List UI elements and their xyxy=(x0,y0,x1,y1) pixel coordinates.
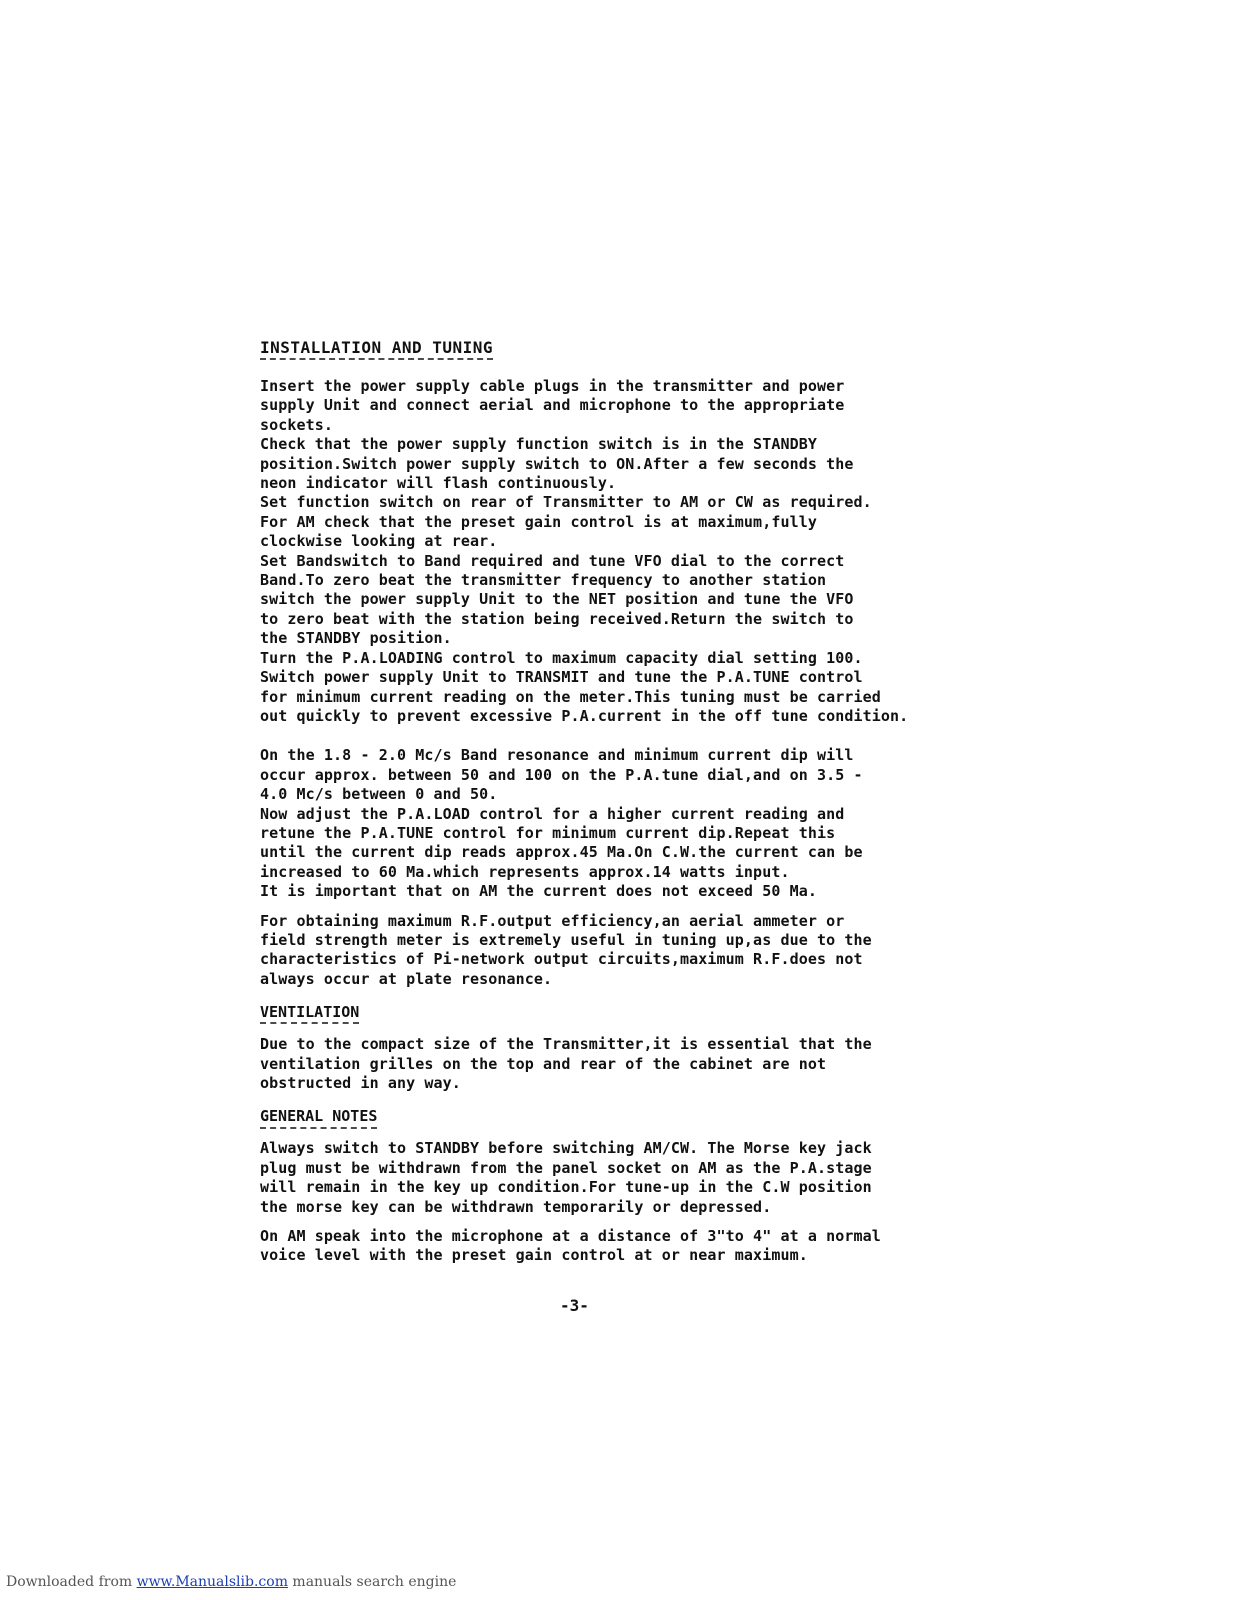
text-line: Switch power supply Unit to TRANSMIT and tune the P.A.TUNE control xyxy=(260,668,863,687)
spacer xyxy=(260,726,1020,746)
paragraph-installation-2 xyxy=(260,746,1020,901)
text-line: neon indicator will flash continuously. xyxy=(260,474,617,493)
text-line: until the current dip reads approx.45 Ma.On C.W.the current can be xyxy=(260,843,863,862)
text-line: supply Unit and connect aerial and microphone to the appropriate xyxy=(260,396,845,415)
text-line: Set function switch on rear of Transmitter to AM or CW as required. xyxy=(260,493,872,512)
text-line: It is important that on AM the current does not exceed 50 Ma. xyxy=(260,882,817,901)
text-line: to zero beat with the station being received.Return the switch to xyxy=(260,609,854,628)
text-line: Check that the power supply function switch is in the STANDBY xyxy=(260,435,817,454)
text-line: 4.0 Mc/s between 0 and 50. xyxy=(260,785,498,804)
text-line: For AM check that the preset gain control is at maximum,fully xyxy=(260,512,817,531)
section-heading-ventilation: VENTILATION xyxy=(260,1003,360,1022)
text-line: clockwise looking at rear. xyxy=(260,532,498,551)
text-line: the morse key can be withdrawn temporarily or depressed. xyxy=(260,1197,772,1216)
text-line: will remain in the key up condition.For tune-up in the C.W position xyxy=(260,1178,872,1197)
paragraph-general-notes-1 xyxy=(260,1139,1020,1217)
text-line: always occur at plate resonance. xyxy=(260,969,553,988)
text-line: occur approx. between 50 and 100 on the P.A.tune dial,and on 3.5 - xyxy=(260,765,863,784)
text-line: obstructed in any way. xyxy=(260,1074,461,1092)
text-line: field strength meter is extremely useful in tuning up,as due to the xyxy=(260,930,872,949)
footer-suffix: manuals search engine xyxy=(287,1574,457,1590)
text-line: position.Switch power supply switch to ON.After a few seconds the xyxy=(260,454,854,473)
text-line: For obtaining maximum R.F.output efficiency,an aerial ammeter or xyxy=(260,911,845,930)
text-line: On the 1.8 - 2.0 Mc/s Band resonance and minimum current dip will xyxy=(260,746,854,765)
text-line: plug must be withdrawn from the panel socket on AM as the P.A.stage xyxy=(260,1158,872,1177)
text-line: characteristics of Pi-network output circuits,maximum R.F.does not xyxy=(260,950,863,969)
page-number: -3- xyxy=(560,1296,589,1315)
paragraph-general-notes-2 xyxy=(260,1227,1020,1266)
footer-prefix: Downloaded from xyxy=(6,1574,137,1590)
download-footer xyxy=(6,1574,456,1590)
text-line: Turn the P.A.LOADING control to maximum capacity dial setting 100. xyxy=(260,648,863,667)
text-line: increased to 60 Ma.which represents approx.14 watts input. xyxy=(260,862,790,881)
text-line: the STANDBY position. xyxy=(260,629,452,648)
document-body xyxy=(260,338,1020,1266)
text-line: On AM speak into the microphone at a distance of 3"to 4" at a normal xyxy=(260,1227,881,1246)
paragraph-ventilation xyxy=(260,1035,1020,1093)
text-line: voice level with the preset gain control at or near maximum. xyxy=(260,1246,808,1265)
text-line: Now adjust the P.A.LOAD control for a higher current reading and xyxy=(260,804,845,823)
spacer xyxy=(260,1093,1020,1107)
text-line: sockets. xyxy=(260,415,334,434)
text-line: Insert the power supply cable plugs in the transmitter and power xyxy=(260,377,845,395)
spacer xyxy=(260,902,1020,912)
spacer xyxy=(260,989,1020,1003)
manualslib-link[interactable]: www.Manualslib.com xyxy=(136,1574,288,1590)
section-heading-general-notes: GENERAL NOTES xyxy=(260,1107,378,1126)
paragraph-installation-1 xyxy=(260,377,1020,726)
section-heading-installation: INSTALLATION AND TUNING xyxy=(260,338,494,357)
text-line: retune the P.A.TUNE control for minimum current dip.Repeat this xyxy=(260,823,836,842)
text-line: Band.To zero beat the transmitter frequency to another station xyxy=(260,571,827,590)
text-line: switch the power supply Unit to the NET position and tune the VFO xyxy=(260,590,854,609)
text-line: for minimum current reading on the meter.This tuning must be carried xyxy=(260,687,881,706)
text-line: Set Bandswitch to Band required and tune VFO dial to the correct xyxy=(260,551,845,570)
spacer xyxy=(260,1217,1020,1227)
text-line: Due to the compact size of the Transmitter,it is essential that the xyxy=(260,1035,872,1054)
text-line: out quickly to prevent excessive P.A.current in the off tune condition. xyxy=(260,706,909,725)
text-line: Always switch to STANDBY before switching AM/CW. The Morse key jack xyxy=(260,1139,872,1158)
text-line: ventilation grilles on the top and rear of the cabinet are not xyxy=(260,1054,827,1073)
paragraph-installation-3 xyxy=(260,912,1020,990)
